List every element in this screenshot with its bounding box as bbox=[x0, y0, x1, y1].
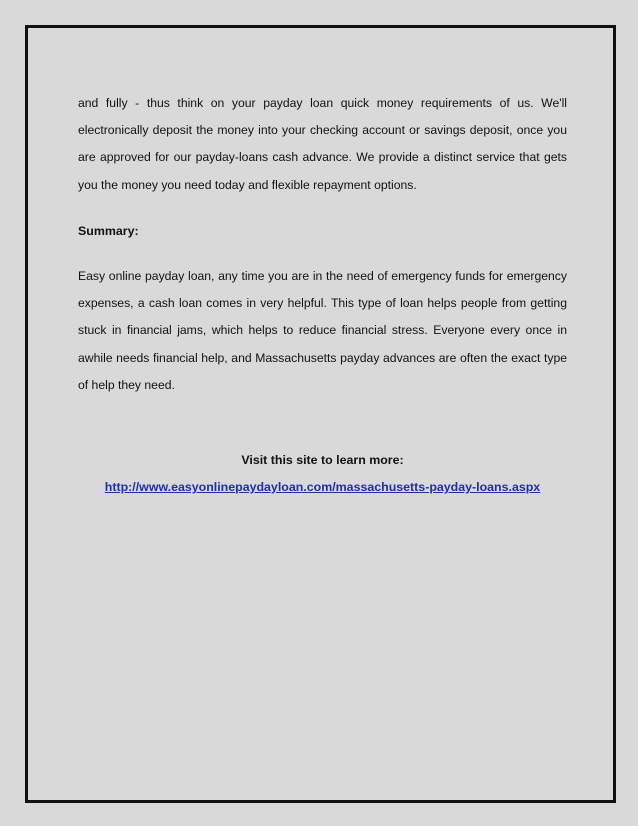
visit-label: Visit this site to learn more: bbox=[241, 453, 404, 467]
document-page bbox=[25, 25, 616, 803]
intro-paragraph: and fully - thus think on your payday loan quick money requirements of us. We'll electronically deposit the money into your checking account or savings deposit, once you are approved for our payday-loans cash advance. We provide a distinct service that gets you the money you need today and flexible repayment options. bbox=[78, 96, 567, 192]
visit-link[interactable]: http://www.easyonlinepaydayloan.com/massachusetts-payday-loans.aspx bbox=[104, 480, 541, 494]
visit-section bbox=[78, 447, 567, 496]
summary-paragraph: Easy online payday loan, any time you are in the need of emergency funds for emergency expenses, a cash loan comes in very helpful. This type of loan helps people from getting stuck in financial jams, which helps to reduce financial stress. Everyone every once in awhile needs financial help, and Massachusetts payday advances are often the exact type of help they need. bbox=[78, 269, 567, 392]
document-content bbox=[78, 90, 567, 494]
summary-heading: Summary: bbox=[78, 223, 139, 238]
